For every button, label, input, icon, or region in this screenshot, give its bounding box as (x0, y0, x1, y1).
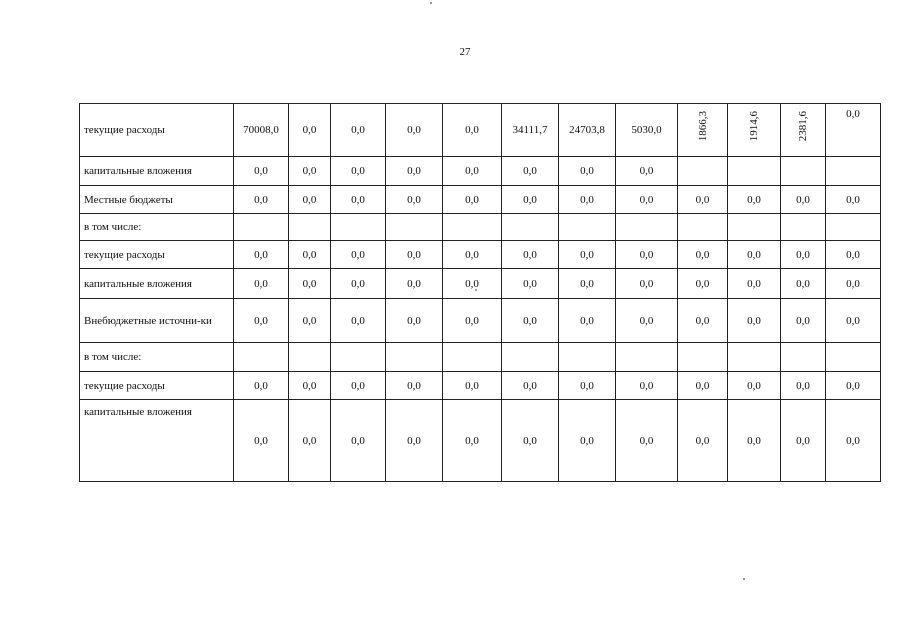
value-cell: 0,0 (386, 241, 443, 269)
value-cell: 0,0 (502, 299, 559, 343)
value-cell: 0,0 (289, 186, 331, 214)
table-row (80, 269, 881, 299)
row-label: в том числе: (80, 343, 234, 372)
value-cell: 0,0 (559, 269, 616, 299)
value-cell (502, 343, 559, 372)
value-cell: 0,0 (386, 186, 443, 214)
value-cell: 0,0 (678, 269, 728, 299)
value-cell: 5030,0 (616, 104, 678, 157)
table-row (80, 104, 881, 157)
value-cell: 0,0 (678, 372, 728, 400)
value-cell (781, 343, 826, 372)
value-cell: 0,0 (502, 372, 559, 400)
row-label: капитальные вложения (80, 400, 234, 482)
scan-speck (743, 578, 745, 580)
value-cell (331, 214, 386, 241)
value-cell: 0,0 (443, 299, 502, 343)
value-cell: 0,0 (502, 241, 559, 269)
value-cell: 0,0 (781, 400, 826, 482)
value-cell: 0,0 (331, 299, 386, 343)
table-row (80, 343, 881, 372)
value-cell: 0,0 (616, 372, 678, 400)
value-cell (728, 157, 781, 186)
value-cell: 0,0 (289, 299, 331, 343)
value-cell: 0,0 (616, 157, 678, 186)
value-cell: 0,0 (331, 157, 386, 186)
table-row (80, 157, 881, 186)
value-cell: 24703,8 (559, 104, 616, 157)
table-row (80, 214, 881, 241)
value-cell: 0,0 (386, 400, 443, 482)
value-cell (559, 214, 616, 241)
value-cell: 0,0 (502, 186, 559, 214)
value-cell: 0,0 (443, 186, 502, 214)
value-cell: 0,0 (234, 186, 289, 214)
value-cell: 0,0 (234, 372, 289, 400)
value-cell (678, 343, 728, 372)
value-cell: 0,0 (781, 299, 826, 343)
value-cell: 0,0 (728, 241, 781, 269)
value-cell: 0,0 (616, 400, 678, 482)
value-cell: 0,0 (443, 400, 502, 482)
value-cell: 0,0 (826, 241, 881, 269)
value-cell (781, 157, 826, 186)
value-cell: 0,0 (502, 400, 559, 482)
value-cell: 0,0 (289, 269, 331, 299)
budget-table (79, 103, 881, 482)
value-cell: 0,0 (559, 186, 616, 214)
value-cell: 0,0 (386, 157, 443, 186)
value-cell: 0,0 (289, 241, 331, 269)
value-cell (826, 157, 881, 186)
value-cell: 0,0 (559, 241, 616, 269)
rotated-value: 1914,6 (748, 111, 760, 142)
value-cell: 0,0 (443, 104, 502, 157)
value-cell: 0,0 (331, 400, 386, 482)
value-cell: 0,0 (616, 299, 678, 343)
value-cell (826, 343, 881, 372)
rotated-value: 2381,6 (797, 111, 809, 142)
value-cell: 0,0 (781, 372, 826, 400)
value-cell (502, 214, 559, 241)
value-cell: 0,0 (678, 299, 728, 343)
value-cell: 0,0 (728, 269, 781, 299)
value-cell: 0,0 (502, 157, 559, 186)
row-label: капитальные вложения (80, 269, 234, 299)
value-cell-rotated (728, 104, 781, 157)
value-cell (678, 157, 728, 186)
value-cell-rotated (678, 104, 728, 157)
value-cell: 0,0 (443, 372, 502, 400)
value-cell: 0,0 (386, 372, 443, 400)
value-cell: 0,0 (678, 186, 728, 214)
value-cell: 0,0 (826, 372, 881, 400)
value-cell (386, 214, 443, 241)
value-cell: 0,0 (234, 299, 289, 343)
value-cell: 0,0 (443, 157, 502, 186)
value-cell (234, 343, 289, 372)
row-label: Внебюджетные источни-ки (80, 299, 234, 343)
value-cell: 0,0 (386, 104, 443, 157)
value-cell: 0,0 (728, 372, 781, 400)
value-cell: 0,0 (559, 157, 616, 186)
value-cell: 0,0 (559, 299, 616, 343)
value-cell (234, 214, 289, 241)
value-cell (616, 343, 678, 372)
value-cell: 0,0 (289, 372, 331, 400)
value-cell: 0,0 (289, 400, 331, 482)
scan-speck (475, 289, 477, 291)
row-label: текущие расходы (80, 372, 234, 400)
value-cell (678, 214, 728, 241)
rotated-value: 1866,3 (696, 111, 709, 142)
value-cell: 0,0 (331, 186, 386, 214)
value-cell (289, 214, 331, 241)
value-cell (781, 214, 826, 241)
value-cell: 0,0 (289, 104, 331, 157)
value-cell (443, 214, 502, 241)
scan-speck (430, 2, 432, 4)
value-cell: 0,0 (234, 241, 289, 269)
value-cell: 0,0 (616, 241, 678, 269)
value-cell: 0,0 (616, 269, 678, 299)
value-cell: 0,0 (678, 241, 728, 269)
row-label: Местные бюджеты (80, 186, 234, 214)
table-row (80, 372, 881, 400)
value-cell: 0,0 (826, 186, 881, 214)
value-cell (443, 343, 502, 372)
value-cell: 0,0 (502, 269, 559, 299)
value-cell: 0,0 (386, 269, 443, 299)
value-cell (289, 343, 331, 372)
value-cell (559, 343, 616, 372)
row-label: капитальные вложения (80, 157, 234, 186)
value-cell: 0,0 (826, 400, 881, 482)
value-cell (728, 343, 781, 372)
value-cell: 0,0 (781, 241, 826, 269)
value-cell: 0,0 (331, 104, 386, 157)
value-cell-rotated (781, 104, 826, 157)
value-cell (616, 214, 678, 241)
value-cell: 0,0 (559, 372, 616, 400)
table-row (80, 299, 881, 343)
row-label: текущие расходы (80, 241, 234, 269)
value-cell: 0,0 (781, 269, 826, 299)
value-cell: 0,0 (331, 241, 386, 269)
table-row (80, 241, 881, 269)
table-row (80, 400, 881, 482)
value-cell: 34111,7 (502, 104, 559, 157)
value-cell: 0,0 (234, 400, 289, 482)
value-cell: 0,0 (234, 157, 289, 186)
page-number: 27 (459, 46, 471, 58)
value-cell: 0,0 (386, 299, 443, 343)
row-label: текущие расходы (80, 104, 234, 157)
value-cell (728, 214, 781, 241)
value-cell (386, 343, 443, 372)
value-cell: 0,0 (443, 269, 502, 299)
value-cell: 0,0 (728, 299, 781, 343)
value-cell: 0,0 (289, 157, 331, 186)
value-cell: 0,0 (826, 104, 881, 157)
value-cell: 0,0 (728, 400, 781, 482)
value-cell: 0,0 (826, 299, 881, 343)
value-cell: 0,0 (559, 400, 616, 482)
value-cell: 0,0 (331, 372, 386, 400)
value-cell: 0,0 (678, 400, 728, 482)
value-cell (331, 343, 386, 372)
value-cell: 0,0 (443, 241, 502, 269)
row-label: в том числе: (80, 214, 234, 241)
value-cell: 0,0 (781, 186, 826, 214)
value-cell: 0,0 (826, 269, 881, 299)
value-cell (826, 214, 881, 241)
value-cell: 70008,0 (234, 104, 289, 157)
value-cell: 0,0 (728, 186, 781, 214)
value-cell: 0,0 (331, 269, 386, 299)
value-cell: 0,0 (234, 269, 289, 299)
value-cell: 0,0 (616, 186, 678, 214)
table-row (80, 186, 881, 214)
